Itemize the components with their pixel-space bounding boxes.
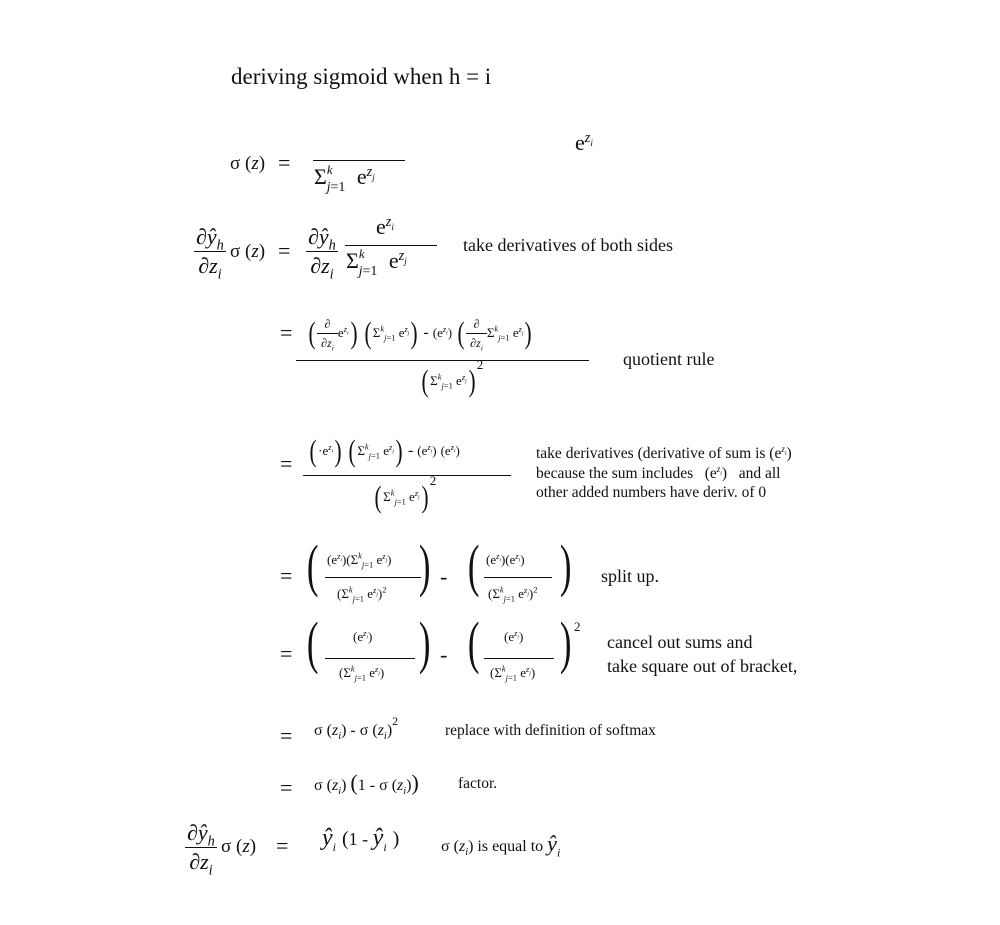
equals-sign: = <box>280 451 293 476</box>
final-note-text: is equal to <box>477 838 544 855</box>
numerator-exp: $e^{z_i}$ <box>376 213 394 239</box>
partial-derivative-right: $\frac{\partial ŷ_h}{\partial z_i}$ <box>308 224 336 283</box>
equals-sign: = <box>280 775 293 800</box>
equals-sign: = <box>280 320 293 345</box>
equals-sign: = <box>280 723 293 748</box>
note-step5-line2: take square out of bracket, <box>607 656 798 676</box>
note-step6: replace with definition of softmax <box>445 722 656 739</box>
final-note: σ $(z_i)$ is equal to $ŷ_i$ <box>441 831 561 860</box>
note-step4: split up. <box>601 566 660 586</box>
sigma-z-final: σ (z) <box>221 836 257 857</box>
quotient-denominator: ( $\Sigma^k_{j=1}$ $e^{z_j}$) $^2$ <box>421 356 484 398</box>
page-title: deriving sigmoid when h = i <box>231 64 492 89</box>
softmax-difference: σ $(z_i)$ - σ $(z_i)^2$ <box>314 713 399 743</box>
sigma-z-lhs: σ (z) <box>230 241 266 262</box>
note-step7: factor. <box>458 775 498 792</box>
note-step3-line1: take derivatives (derivative of sum is $(e^{z_i})$ <box>536 443 792 462</box>
final-result: $ŷ_i$ ($1 - ŷ_i$ ) <box>322 825 400 854</box>
derivative-denominator: ( $\Sigma^k_{j=1}$ $e^{z_j}$) $^2$ <box>374 472 437 514</box>
note-step3-line2: because the sum includes $(e^{z_i})$ and all <box>536 463 781 482</box>
equals-sign: = <box>280 563 293 588</box>
partial-derivative-left: $\frac{\partial ŷ_h}{\partial z_i}$ <box>196 224 224 283</box>
note-step1: take derivatives of both sides <box>463 235 673 255</box>
fraction-bar <box>296 360 589 361</box>
note-step3-text-b: and all <box>738 465 781 482</box>
derivative-numerator: ( $\cdot e^{z_i}$) ( $\Sigma^k_{j=1}$ $e^{z_j}) - (e^{z_i})$ $(e^{z_i})$ <box>309 434 460 468</box>
fraction-bar <box>303 475 511 476</box>
note-step3-line3: other added numbers have deriv. of 0 <box>536 484 767 501</box>
note-step2: quotient rule <box>623 349 715 369</box>
fraction-bar <box>313 160 405 161</box>
equals-sign: = <box>276 833 289 858</box>
equals-sign: = <box>278 238 291 263</box>
note-step3-text: take derivatives (derivative of sum is (e <box>536 445 782 462</box>
minus-sign: - <box>440 564 448 589</box>
partial-derivative-final: $\frac{\partial ŷ_h}{\partial z_i}$ <box>187 820 215 879</box>
sum-denominator: $\Sigma^k_{j=1}$ $e^{z_j}$ <box>346 246 407 279</box>
quotient-numerator: ( $\frac{\partial}{\partial z_i}$ $e^{z_i}$) ( $\Sigma^k_{j=1}$ $e^{z_j}) - (e^{z_i})$ ( $\frac{\partial}{\partial z_i}$ $\Sigma^k_{j=1}$ $e^{z_j}$) <box>308 316 533 353</box>
minus-sign: - <box>440 642 448 667</box>
note-step3-text-a: because the sum includes <box>536 465 694 482</box>
note-step5-line1: cancel out sums and <box>607 632 753 652</box>
factored-form: σ $(z_i)$ (1 - σ $(z_i)$) <box>314 770 419 798</box>
sum-denominator: $\Sigma^k_{j=1}$ $e^{z_j}$ <box>314 162 375 195</box>
equals-sign: = <box>280 641 293 666</box>
